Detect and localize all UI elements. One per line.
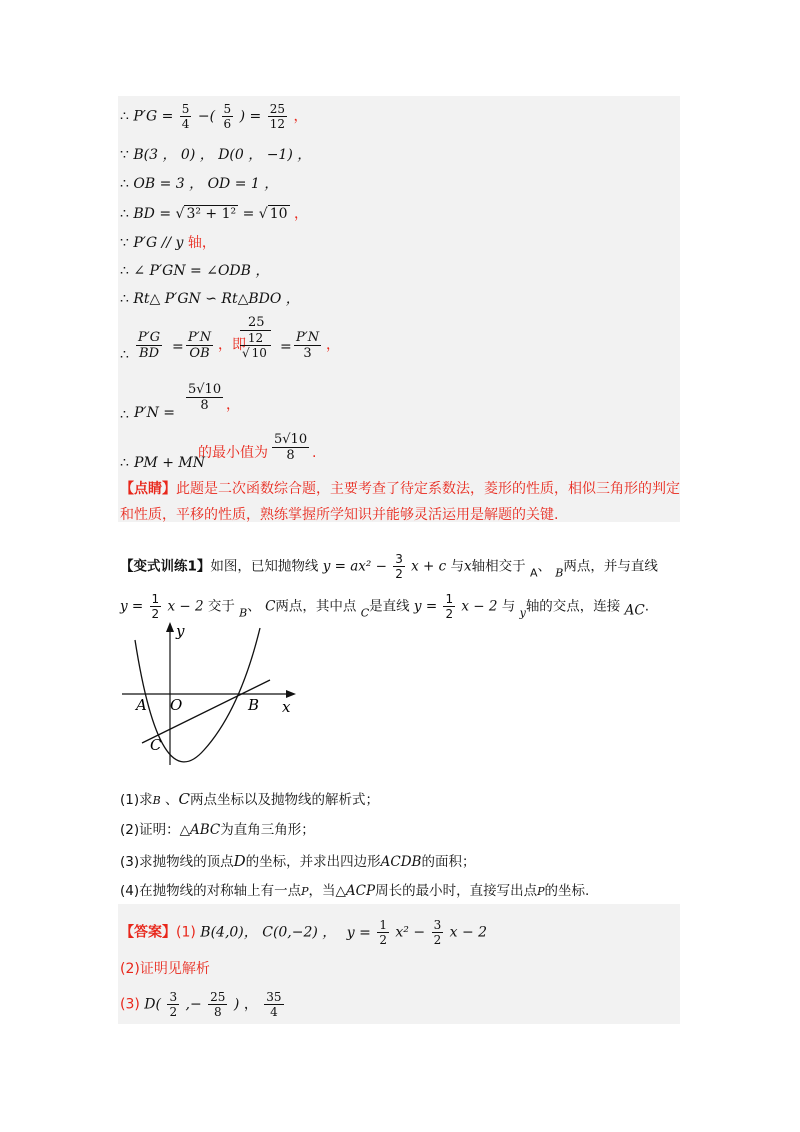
question-3: (3)求抛物线的顶点D的坐标，并求出四边形ACDB的面积；: [120, 852, 476, 870]
solution-line-3: ∴ OB = 3 ， OD = 1 ，: [120, 176, 279, 192]
solution-line-6: ∴ ∠ P′GN = ∠ODB ，: [120, 263, 270, 279]
question-1: (1)求B 、C两点坐标以及抛物线的解析式；: [120, 790, 379, 808]
comment-label: 【点睛】: [120, 481, 176, 497]
parabola-graph: [120, 620, 310, 770]
label-b: B: [248, 696, 260, 714]
comment-paragraph: 【点睛】此题是二次函数综合题，主要考查了待定系数法，菱形的性质，相似三角形的判定和性质，平移的性质，熟练掌握所学知识并能够灵活运用是解题的关键.: [120, 481, 680, 523]
answer-line-1: 【答案】(1) B(4,0)， C(0,−2) ， y = $\frac{1}{2}$ x² − $\frac{3}{2}$ x − 2: [120, 918, 488, 947]
exercise-line-2: y = $\frac{1}{2}$ x − 2 交于 $_B$、 C两点，其中点 $_C$是直线 y = $\frac{1}{2}$ x − 2 与 $_y$轴的交点，连接 AC.: [120, 592, 649, 621]
solution-line-7: ∴ Rt△ P′GN ∽ Rt△BDO ，: [120, 291, 300, 307]
exercise-line-1: 【变式训练1】如图，已知抛物线 y = ax² − $\frac{3}{2}$ x + c 与x轴相交于 $_A$、 $_B$两点，并与直线: [120, 552, 658, 581]
exercise-label: 【变式训练1】: [120, 558, 211, 575]
label-c: C: [150, 736, 162, 754]
question-4: (4)在抛物线的对称轴上有一点P，当△ACP周长的最小时，直接写出点P的坐标.: [120, 883, 590, 899]
label-a: A: [136, 696, 147, 714]
solution-line-5: ∵ P′G // y 轴，: [120, 235, 216, 251]
solution-line-2: ∵ B(3 ， 0) ， D(0 ， −1) ，: [120, 147, 312, 163]
document-page: ∴ P′G = $\frac{5}{4}$ −( $\frac{5}{6}$ ) = $\frac{25}{12}$ ， ∵ B(3 ， 0) ， D(0 ， −1) ， ∴ OB = 3 ， OD = 1 ， ∴ BD = √ 3² + 1² = √ 10 ， ∵ P′G // y 轴， ∴ ∠ P′GN = ∠ODB ， ∴ Rt△ P′GN ∽ Rt△BDO ， ∴ $\frac{P'G}{BD}$ = $\frac{P'N}{OB}$ ，即 25 $\frac{12}{√ 10}$ = $\frac{P'N}{3}$ ， ∴ P′N = $\frac{5√10}{8}$ ， ∴ PM + MN 的最小值为 $\frac{5√10}{8}$ . 【点睛】此题是二次函数综合题，主要考查了待定系数法，菱形的性质，相似三角形的判定和性质，平移的性质，熟练掌握所学知识并能够灵活运用是解题的关键. 【变式训练1】如图，已知抛物线 y = ax² − $\frac{3}{2}$ x + c 与x轴相交于 $_A$、 $_B$两点，并与直线 y = $\frac{1}{2}$ x − 2 交于 $_B$、 C两点，其中点 $_C$是直线 y = $\frac{1}{2}$ x − 2 与 $_y$轴的交点，连接 AC. y x A O B C (1)求B 、C两点坐标以及抛物线的解析式； (2)证明：△ABC为直角三角形； (3)求抛物线的顶点D的坐标，并求出四边形ACDB的面积； (4)在抛物线的对称轴上有一点P，当△ACP周长的最小时，直接写出点P的坐标. 【答案】(1) B(4,0)， C(0,−2) ， y = $\frac{1}{2}$ x² − $\frac{3}{2}$ x − 2 (2)证明见解析 (3) D( $\frac{3}{2}$ ,− $\frac{25}{8}$ ) ， $\frac{35}{4}$: [0, 0, 800, 1132]
answer-line-3: (3) D( $\frac{3}{2}$ ,− $\frac{25}{8}$ ) ， $\frac{35}{4}$: [120, 990, 282, 1019]
solution-line-1: ∴ P′G = $\frac{5}{4}$ −( $\frac{5}{6}$ ) = $\frac{25}{12}$ ，: [120, 102, 308, 131]
y-axis-arrow: [166, 622, 174, 632]
answer-label: 【答案】: [120, 924, 176, 941]
solution-line-4: ∴ BD = √ 3² + 1² = √ 10 ，: [120, 206, 308, 222]
label-x: x: [282, 698, 291, 716]
label-o: O: [170, 696, 183, 714]
answer-line-2: (2)证明见解析: [120, 961, 210, 977]
label-y: y: [176, 622, 185, 640]
x-axis-arrow: [286, 690, 296, 698]
question-2: (2)证明：△ABC为直角三角形；: [120, 822, 315, 838]
